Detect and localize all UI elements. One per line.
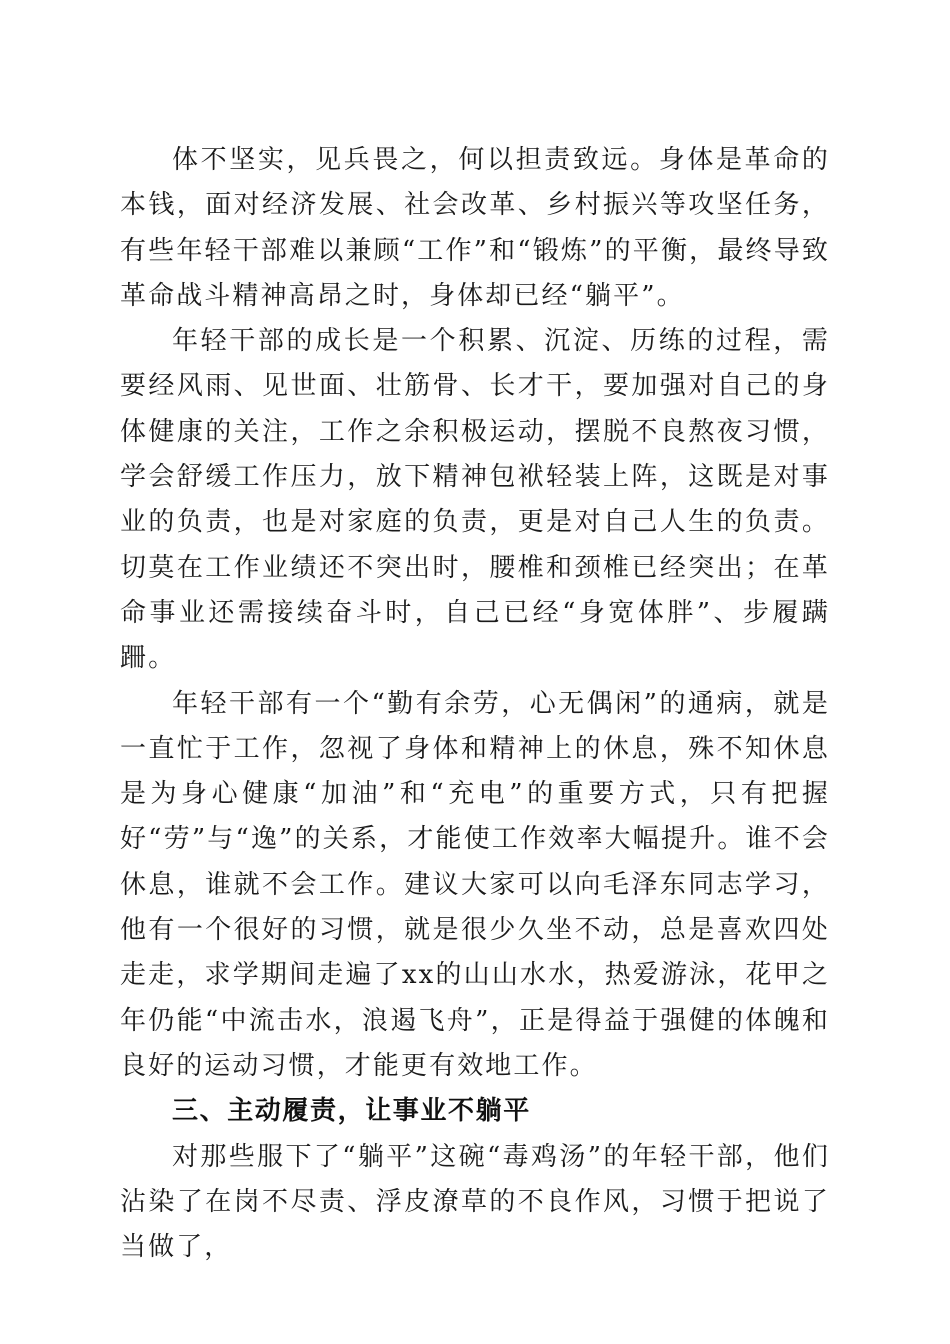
paragraph-3: 年轻干部有一个“勤有余劳，心无偶闲”的通病，就是一直忙于工作，忽视了身体和精神上的休息，殊不知休息是为身心健康“加油”和“充电”的重要方式，只有把握好“劳”与“逸”的关系，才能使工作效率大幅提升。谁不会休息，谁就不会工作。建议大家可以向毛泽东同志学习，他有一个很好的习惯，就是很少久坐不动，总是喜欢四处走走，求学期间走遍了xx的山山水水，热爱游泳，花甲之年仍能“中流击水，浪遏飞舟”，正是得益于强健的体魄和良好的运动习惯，才能更有效地工作。 bbox=[120, 688, 830, 1081]
paragraph-2: 年轻干部的成长是一个积累、沉淀、历练的过程，需要经风雨、见世面、壮筋骨、长才干，要加强对自己的身体健康的关注，工作之余积极运动，摆脱不良熬夜习惯，学会舒缓工作压力，放下精神包袱轻装上阵，这既是对事业的负责，也是对家庭的负责，更是对自己人生的负责。切莫在工作业绩还不突出时，腰椎和颈椎已经突出；在革命事业还需接续奋斗时，自己已经“身宽体胖”、步履蹒跚。 bbox=[120, 326, 830, 674]
paragraph-4: 对那些服下了“躺平”这碗“毒鸡汤”的年轻干部，他们沾染了在岗不尽责、浮皮潦草的不良作风，习惯于把说了当做了， bbox=[120, 1141, 830, 1263]
paragraph-1: 体不坚实，见兵畏之，何以担责致远。身体是革命的本钱，面对经济发展、社会改革、乡村振兴等攻坚任务，有些年轻干部难以兼顾“工作”和“锻炼”的平衡，最终导致革命战斗精神高昂之时，身体却已经“躺平”。 bbox=[120, 145, 830, 311]
section-heading: 三、主动履责，让事业不躺平 bbox=[172, 1096, 531, 1127]
document-body bbox=[120, 138, 830, 1270]
